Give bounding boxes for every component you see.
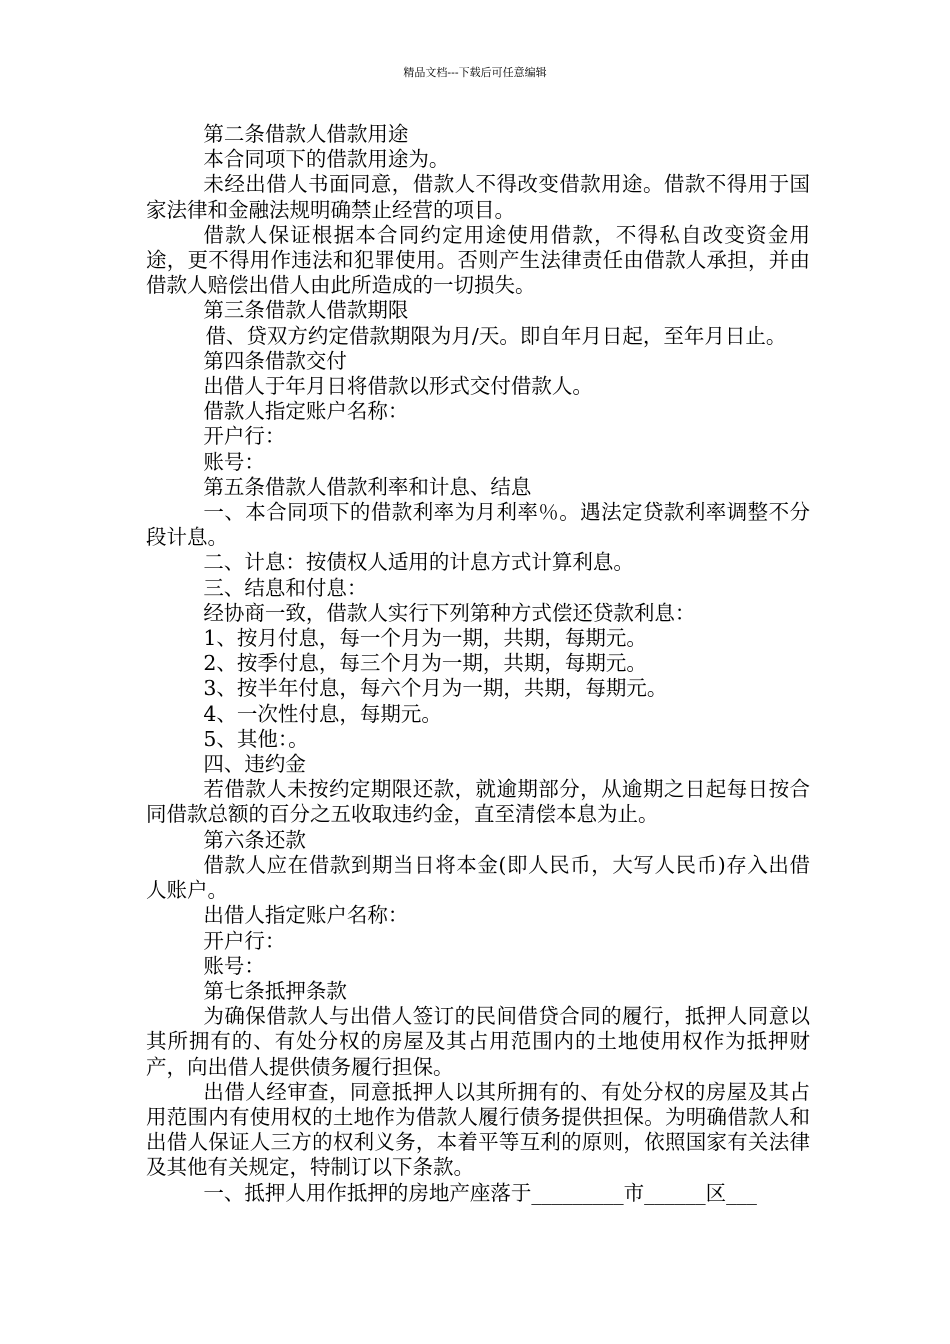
paragraph: 开户行： xyxy=(203,424,286,449)
paragraph: 账号： xyxy=(203,953,265,978)
paragraph: 账号： xyxy=(203,449,265,474)
paragraph: 若借款人未按约定期限还款，就逾期部分，从逾期之日起每日按合同借款总额的百分之五收取违约金，直至清偿本息为止。 xyxy=(146,777,810,827)
paragraph: 出借人指定账户名称： xyxy=(203,903,409,928)
paragraph: 借款人应在借款到期当日将本金(即人民币，大写人民币)存入出借人账户。 xyxy=(146,852,810,903)
paragraph: 借、贷双方约定借款期限为月/天。即自年月日起，至年月日止。 xyxy=(205,323,787,348)
paragraph: 四、违约金 xyxy=(203,752,306,777)
paragraph: 借款人指定账户名称： xyxy=(203,399,409,424)
article-4-heading: 第四条借款交付 xyxy=(203,348,347,373)
list-item: 4、一次性付息，每期元。 xyxy=(203,701,442,726)
paragraph: 本合同项下的借款用途为。 xyxy=(203,147,450,172)
article-5-heading: 第五条借款人借款利率和计息、结息 xyxy=(203,474,532,499)
document-body xyxy=(146,122,810,1206)
paragraph: 出借人于年月日将借款以形式交付借款人。 xyxy=(203,374,593,399)
paragraph: 经协商一致，借款人实行下列第种方式偿还贷款利息： xyxy=(203,600,696,625)
article-6-heading: 第六条还款 xyxy=(203,827,306,852)
list-item: 2、按季付息，每三个月为一期，共期，每期元。 xyxy=(203,651,647,676)
article-2-heading: 第二条借款人借款用途 xyxy=(203,122,409,146)
paragraph: 借款人保证根据本合同约定用途使用借款，不得私自改变资金用途，更不得用作违法和犯罪使用。否则产生法律责任由借款人承担，并由借款人赔偿出借人由此所造成的一切损失。 xyxy=(146,222,810,298)
list-item: 5、其他：。 xyxy=(203,726,309,751)
paragraph: 为确保借款人与出借人签订的民间借贷合同的履行，抵押人同意以其所拥有的、有处分权的房屋及其占用范围内的土地使用权作为抵押财产，向出借人提供债务履行担保。 xyxy=(146,1004,810,1079)
page-header: 精品文档---下载后可任意编辑 xyxy=(403,66,547,79)
article-3-heading: 第三条借款人借款期限 xyxy=(203,298,409,323)
paragraph: 一、抵押人用作抵押的房地产座落于_________市______区___ xyxy=(203,1180,757,1205)
paragraph: 二、计息：按债权人适用的计息方式计算利息。 xyxy=(203,550,634,575)
paragraph: 出借人经审查，同意抵押人以其所拥有的、有处分权的房屋及其占用范围内有使用权的土地作为借款人履行债务提供担保。为明确借款人和出借人保证人三方的权利义务，本着平等互利的原则，依照国家有关法律及其他有关规定，特制订以下条款。 xyxy=(146,1079,810,1180)
article-7-heading: 第七条抵押条款 xyxy=(203,978,347,1003)
list-item: 3、按半年付息，每六个月为一期，共期，每期元。 xyxy=(203,676,668,701)
paragraph: 一、本合同项下的借款利率为月利率％。遇法定贷款利率调整不分段计息。 xyxy=(146,500,810,550)
paragraph: 三、结息和付息： xyxy=(203,575,368,600)
paragraph: 开户行： xyxy=(203,928,286,953)
list-item: 1、按月付息，每一个月为一期，共期，每期元。 xyxy=(203,626,647,651)
paragraph: 未经出借人书面同意，借款人不得改变借款用途。借款不得用于国家法律和金融法规明确禁止经营的项目。 xyxy=(146,172,810,222)
